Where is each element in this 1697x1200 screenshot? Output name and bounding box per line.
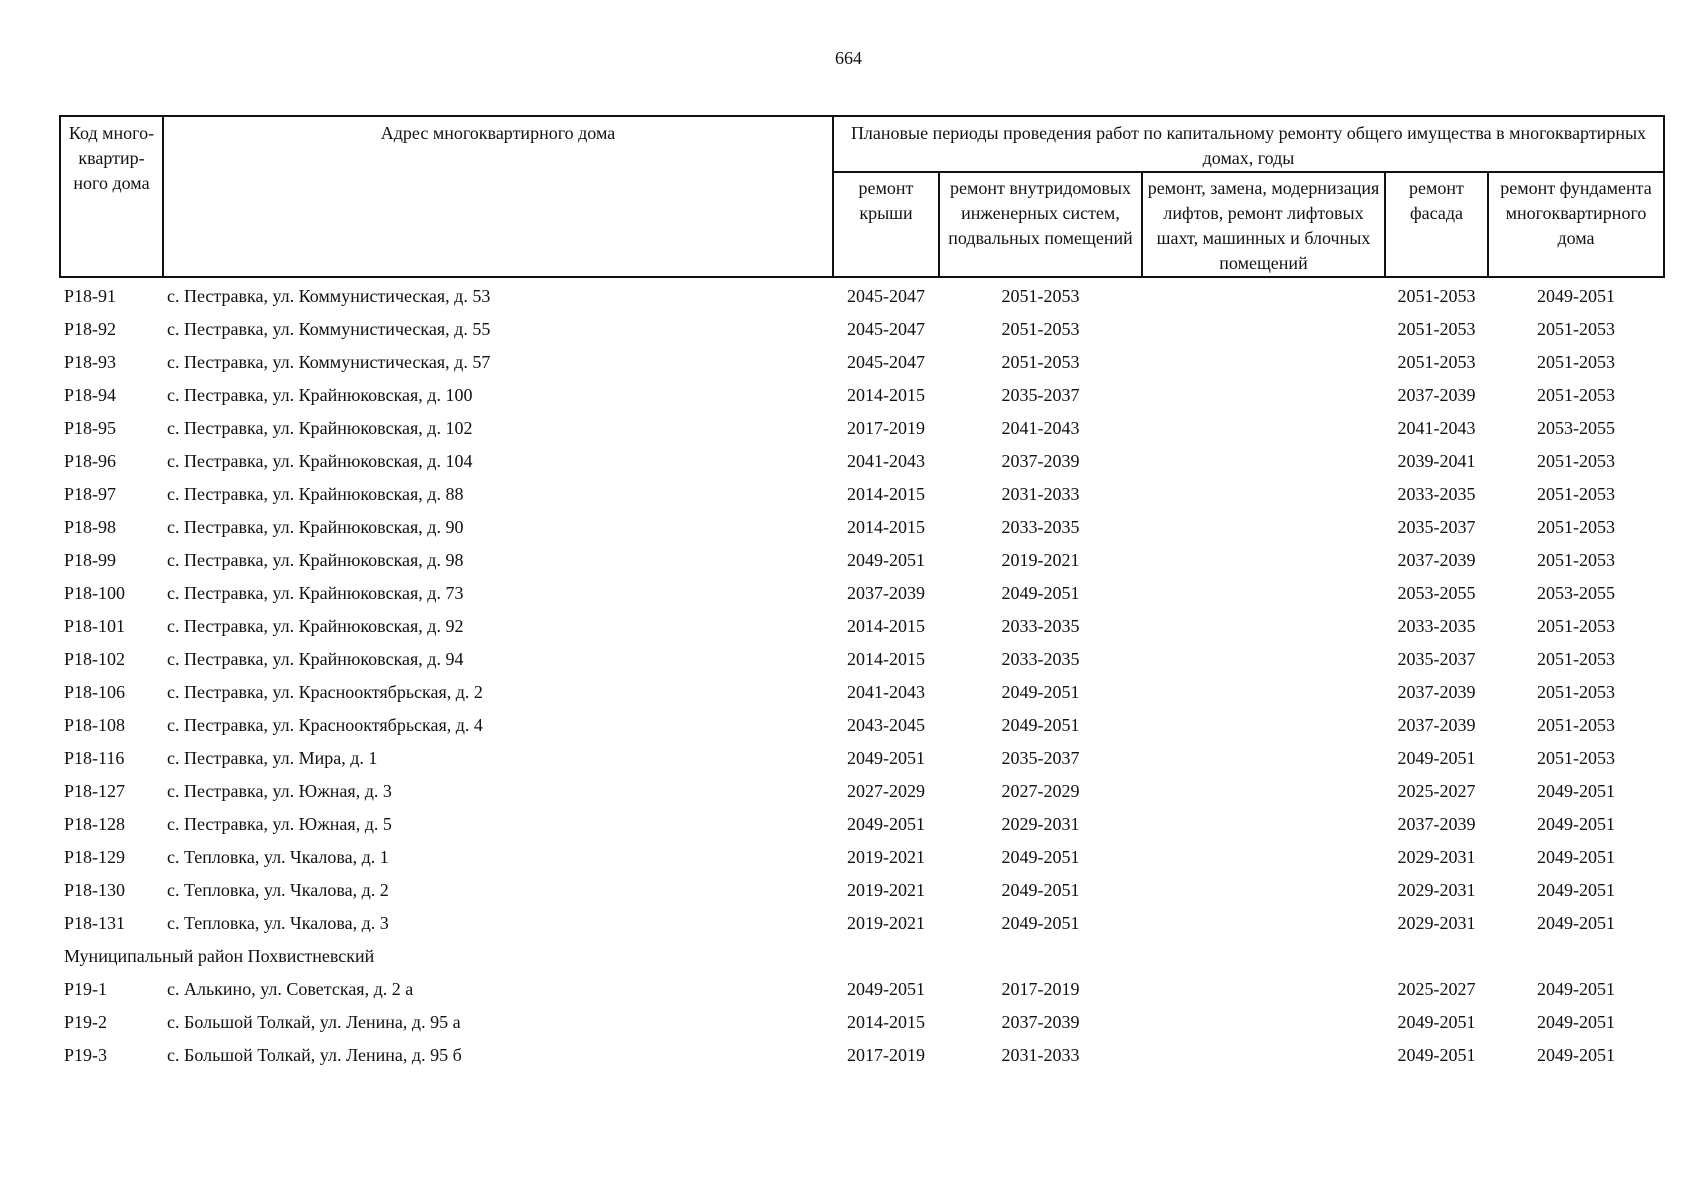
- cell-facade: 2025-2027: [1397, 781, 1476, 801]
- cell-systems: 2019-2021: [1001, 550, 1080, 570]
- header-code: Код много-квартир-ного дома: [60, 116, 163, 277]
- cell-systems: 2031-2033: [1001, 1045, 1080, 1065]
- cell-facade: 2029-2031: [1397, 913, 1476, 933]
- cell-foundation: 2051-2053: [1537, 748, 1615, 768]
- cell-roof: 2019-2021: [847, 880, 925, 900]
- cell-systems: 2037-2039: [1001, 451, 1080, 471]
- cell-systems: 2033-2035: [1001, 649, 1080, 669]
- cell-foundation: 2051-2053: [1537, 550, 1615, 570]
- cell-systems: 2051-2053: [1001, 352, 1080, 372]
- cell-systems: 2049-2051: [1001, 913, 1080, 933]
- cell-address: с. Пестравка, ул. Мира, д. 1: [167, 748, 378, 768]
- table-row: [60, 511, 1664, 544]
- cell-facade: 2033-2035: [1397, 616, 1476, 636]
- cell-code: Р18-96: [64, 451, 117, 471]
- cell-facade: 2037-2039: [1397, 385, 1476, 405]
- cell-code: Р18-131: [64, 913, 126, 933]
- cell-foundation: 2051-2053: [1537, 319, 1615, 339]
- cell-roof: 2019-2021: [847, 913, 925, 933]
- cell-lifts: [1142, 544, 1385, 577]
- cell-roof: 2027-2029: [847, 781, 925, 801]
- cell-foundation: 2051-2053: [1537, 616, 1615, 636]
- header-periods: Плановые периоды проведения работ по капитальному ремонту общего имущества в многоквартирных домах, годы: [833, 116, 1664, 172]
- cell-address: с. Пестравка, ул. Коммунистическая, д. 57: [167, 352, 491, 372]
- header-lifts: ремонт, замена, модернизация лифтов, ремонт лифтовых шахт, машинных и блочных помещений: [1142, 172, 1385, 277]
- cell-systems: 2051-2053: [1001, 286, 1080, 306]
- cell-roof: 2045-2047: [847, 319, 925, 339]
- cell-roof: 2017-2019: [847, 418, 925, 438]
- cell-systems: 2035-2037: [1001, 748, 1080, 768]
- table-row: [60, 841, 1664, 874]
- cell-address: с. Алькино, ул. Советская, д. 2 а: [167, 979, 414, 999]
- cell-foundation: 2049-2051: [1537, 979, 1615, 999]
- cell-code: Р18-130: [64, 880, 126, 900]
- cell-facade: 2051-2053: [1397, 352, 1476, 372]
- cell-systems: 2049-2051: [1001, 715, 1080, 735]
- cell-systems: 2029-2031: [1001, 814, 1080, 834]
- cell-facade: 2037-2039: [1397, 550, 1476, 570]
- cell-address: с. Пестравка, ул. Крайнюковская, д. 98: [167, 550, 464, 570]
- cell-facade: 2035-2037: [1397, 517, 1476, 537]
- header-facade: ремонт фасада: [1385, 172, 1488, 277]
- cell-code: Р18-92: [64, 319, 117, 339]
- cell-roof: 2049-2051: [847, 814, 925, 834]
- cell-foundation: 2053-2055: [1537, 583, 1615, 603]
- cell-systems: 2033-2035: [1001, 616, 1080, 636]
- cell-facade: 2035-2037: [1397, 649, 1476, 669]
- cell-foundation: 2049-2051: [1537, 781, 1615, 801]
- cell-systems: 2037-2039: [1001, 1012, 1080, 1032]
- cell-roof: 2014-2015: [847, 649, 925, 669]
- cell-foundation: 2051-2053: [1537, 484, 1615, 504]
- cell-address: с. Пестравка, ул. Крайнюковская, д. 90: [167, 517, 464, 537]
- page-number: 664: [835, 48, 862, 68]
- cell-foundation: 2051-2053: [1537, 715, 1615, 735]
- table-row: [60, 1039, 1664, 1072]
- section-title: Муниципальный район Похвистневский: [64, 946, 375, 966]
- cell-roof: 2045-2047: [847, 286, 925, 306]
- cell-foundation: 2051-2053: [1537, 385, 1615, 405]
- cell-lifts: [1142, 511, 1385, 544]
- cell-code: Р18-127: [64, 781, 126, 801]
- cell-roof: 2049-2051: [847, 550, 925, 570]
- cell-foundation: 2051-2053: [1537, 649, 1615, 669]
- cell-address: с. Пестравка, ул. Южная, д. 5: [167, 814, 392, 834]
- cell-systems: 2017-2019: [1001, 979, 1080, 999]
- table-row: [60, 412, 1664, 445]
- cell-facade: 2039-2041: [1397, 451, 1476, 471]
- cell-lifts: [1142, 379, 1385, 412]
- cell-systems: 2049-2051: [1001, 880, 1080, 900]
- cell-code: Р19-2: [64, 1012, 108, 1032]
- cell-facade: 2033-2035: [1397, 484, 1476, 504]
- cell-code: Р19-1: [64, 979, 108, 999]
- cell-code: Р18-101: [64, 616, 126, 636]
- table-row: [60, 709, 1664, 742]
- cell-facade: 2029-2031: [1397, 847, 1476, 867]
- cell-foundation: 2051-2053: [1537, 451, 1615, 471]
- table-row: [60, 478, 1664, 511]
- cell-address: с. Тепловка, ул. Чкалова, д. 3: [167, 913, 389, 933]
- cell-facade: 2025-2027: [1397, 979, 1476, 999]
- cell-facade: 2037-2039: [1397, 682, 1476, 702]
- table-row: [60, 445, 1664, 478]
- cell-lifts: [1142, 841, 1385, 874]
- table-row: [60, 775, 1664, 808]
- cell-code: Р19-3: [64, 1045, 108, 1065]
- cell-code: Р18-99: [64, 550, 117, 570]
- cell-foundation: 2049-2051: [1537, 286, 1615, 306]
- cell-systems: 2049-2051: [1001, 682, 1080, 702]
- cell-address: с. Пестравка, ул. Коммунистическая, д. 53: [167, 286, 491, 306]
- cell-code: Р18-100: [64, 583, 126, 603]
- cell-code: Р18-106: [64, 682, 126, 702]
- cell-roof: 2045-2047: [847, 352, 925, 372]
- repair-schedule-table-wrapper: [59, 115, 1663, 1072]
- cell-foundation: 2053-2055: [1537, 418, 1615, 438]
- cell-lifts: [1142, 742, 1385, 775]
- cell-facade: 2029-2031: [1397, 880, 1476, 900]
- cell-systems: 2035-2037: [1001, 385, 1080, 405]
- cell-lifts: [1142, 313, 1385, 346]
- cell-code: Р18-95: [64, 418, 117, 438]
- cell-foundation: 2049-2051: [1537, 1045, 1615, 1065]
- cell-address: с. Пестравка, ул. Крайнюковская, д. 94: [167, 649, 464, 669]
- cell-lifts: [1142, 445, 1385, 478]
- table-row: [60, 610, 1664, 643]
- cell-lifts: [1142, 907, 1385, 940]
- cell-address: с. Пестравка, ул. Крайнюковская, д. 92: [167, 616, 464, 636]
- cell-lifts: [1142, 643, 1385, 676]
- cell-lifts: [1142, 808, 1385, 841]
- table-row: [60, 313, 1664, 346]
- table-row: [60, 346, 1664, 379]
- table-header: [60, 116, 1664, 277]
- cell-roof: 2041-2043: [847, 451, 925, 471]
- cell-systems: 2031-2033: [1001, 484, 1080, 504]
- cell-facade: 2051-2053: [1397, 319, 1476, 339]
- table-row: [60, 277, 1664, 313]
- cell-address: с. Пестравка, ул. Крайнюковская, д. 100: [167, 385, 473, 405]
- cell-foundation: 2049-2051: [1537, 814, 1615, 834]
- cell-facade: 2049-2051: [1397, 1045, 1476, 1065]
- cell-facade: 2051-2053: [1397, 286, 1476, 306]
- cell-systems: 2051-2053: [1001, 319, 1080, 339]
- table-row: [60, 973, 1664, 1006]
- section-row: [60, 940, 1664, 973]
- cell-address: с. Пестравка, ул. Крайнюковская, д. 73: [167, 583, 464, 603]
- cell-roof: 2043-2045: [847, 715, 925, 735]
- header-systems: ремонт внутридомовых инженерных систем, подвальных помещений: [939, 172, 1142, 277]
- cell-lifts: [1142, 346, 1385, 379]
- cell-systems: 2049-2051: [1001, 847, 1080, 867]
- cell-facade: 2053-2055: [1397, 583, 1476, 603]
- cell-systems: 2041-2043: [1001, 418, 1080, 438]
- cell-roof: 2037-2039: [847, 583, 925, 603]
- table-row: [60, 1006, 1664, 1039]
- cell-roof: 2014-2015: [847, 517, 925, 537]
- cell-roof: 2014-2015: [847, 1012, 925, 1032]
- cell-facade: 2049-2051: [1397, 1012, 1476, 1032]
- table-row: [60, 907, 1664, 940]
- table-row: [60, 874, 1664, 907]
- table-row: [60, 577, 1664, 610]
- cell-foundation: 2049-2051: [1537, 913, 1615, 933]
- table-row: [60, 742, 1664, 775]
- cell-foundation: 2051-2053: [1537, 682, 1615, 702]
- cell-foundation: 2049-2051: [1537, 880, 1615, 900]
- cell-lifts: [1142, 709, 1385, 742]
- cell-address: с. Пестравка, ул. Крайнюковская, д. 102: [167, 418, 473, 438]
- cell-lifts: [1142, 610, 1385, 643]
- cell-code: Р18-97: [64, 484, 117, 504]
- cell-code: Р18-91: [64, 286, 117, 306]
- table-row: [60, 379, 1664, 412]
- cell-code: Р18-116: [64, 748, 125, 768]
- cell-roof: 2019-2021: [847, 847, 925, 867]
- cell-lifts: [1142, 874, 1385, 907]
- cell-code: Р18-102: [64, 649, 126, 669]
- cell-facade: 2049-2051: [1397, 748, 1476, 768]
- cell-roof: 2017-2019: [847, 1045, 925, 1065]
- table-row: [60, 676, 1664, 709]
- cell-foundation: 2049-2051: [1537, 1012, 1615, 1032]
- cell-code: Р18-128: [64, 814, 126, 834]
- cell-roof: 2049-2051: [847, 979, 925, 999]
- cell-roof: 2041-2043: [847, 682, 925, 702]
- cell-lifts: [1142, 277, 1385, 313]
- cell-address: с. Большой Толкай, ул. Ленина, д. 95 б: [167, 1045, 462, 1065]
- cell-roof: 2014-2015: [847, 385, 925, 405]
- cell-address: с. Тепловка, ул. Чкалова, д. 1: [167, 847, 389, 867]
- cell-roof: 2049-2051: [847, 748, 925, 768]
- header-address: Адрес многоквартирного дома: [163, 116, 833, 277]
- cell-foundation: 2049-2051: [1537, 847, 1615, 867]
- cell-facade: 2037-2039: [1397, 715, 1476, 735]
- cell-lifts: [1142, 412, 1385, 445]
- cell-address: с. Пестравка, ул. Краснооктябрьская, д. 2: [167, 682, 483, 702]
- table-body: [60, 277, 1664, 1072]
- cell-lifts: [1142, 973, 1385, 1006]
- table-row: [60, 643, 1664, 676]
- cell-address: с. Тепловка, ул. Чкалова, д. 2: [167, 880, 389, 900]
- cell-lifts: [1142, 1039, 1385, 1072]
- cell-roof: 2014-2015: [847, 484, 925, 504]
- cell-systems: 2027-2029: [1001, 781, 1080, 801]
- cell-address: с. Пестравка, ул. Крайнюковская, д. 88: [167, 484, 464, 504]
- repair-schedule-table: [59, 115, 1665, 1072]
- cell-foundation: 2051-2053: [1537, 517, 1615, 537]
- cell-systems: 2049-2051: [1001, 583, 1080, 603]
- cell-code: Р18-93: [64, 352, 117, 372]
- header-roof: ремонт крыши: [833, 172, 939, 277]
- cell-lifts: [1142, 1006, 1385, 1039]
- cell-systems: 2033-2035: [1001, 517, 1080, 537]
- cell-lifts: [1142, 478, 1385, 511]
- cell-code: Р18-98: [64, 517, 117, 537]
- cell-address: с. Пестравка, ул. Крайнюковская, д. 104: [167, 451, 473, 471]
- cell-facade: 2037-2039: [1397, 814, 1476, 834]
- cell-code: Р18-108: [64, 715, 126, 735]
- header-foundation: ремонт фундамента многоквартирного дома: [1488, 172, 1664, 277]
- table-row: [60, 544, 1664, 577]
- cell-address: с. Пестравка, ул. Краснооктябрьская, д. 4: [167, 715, 483, 735]
- cell-lifts: [1142, 577, 1385, 610]
- cell-address: с. Пестравка, ул. Южная, д. 3: [167, 781, 392, 801]
- cell-lifts: [1142, 775, 1385, 808]
- cell-code: Р18-94: [64, 385, 117, 405]
- table-row: [60, 808, 1664, 841]
- cell-facade: 2041-2043: [1397, 418, 1476, 438]
- cell-foundation: 2051-2053: [1537, 352, 1615, 372]
- cell-roof: 2014-2015: [847, 616, 925, 636]
- cell-address: с. Пестравка, ул. Коммунистическая, д. 55: [167, 319, 491, 339]
- cell-code: Р18-129: [64, 847, 126, 867]
- cell-address: с. Большой Толкай, ул. Ленина, д. 95 а: [167, 1012, 461, 1032]
- cell-lifts: [1142, 676, 1385, 709]
